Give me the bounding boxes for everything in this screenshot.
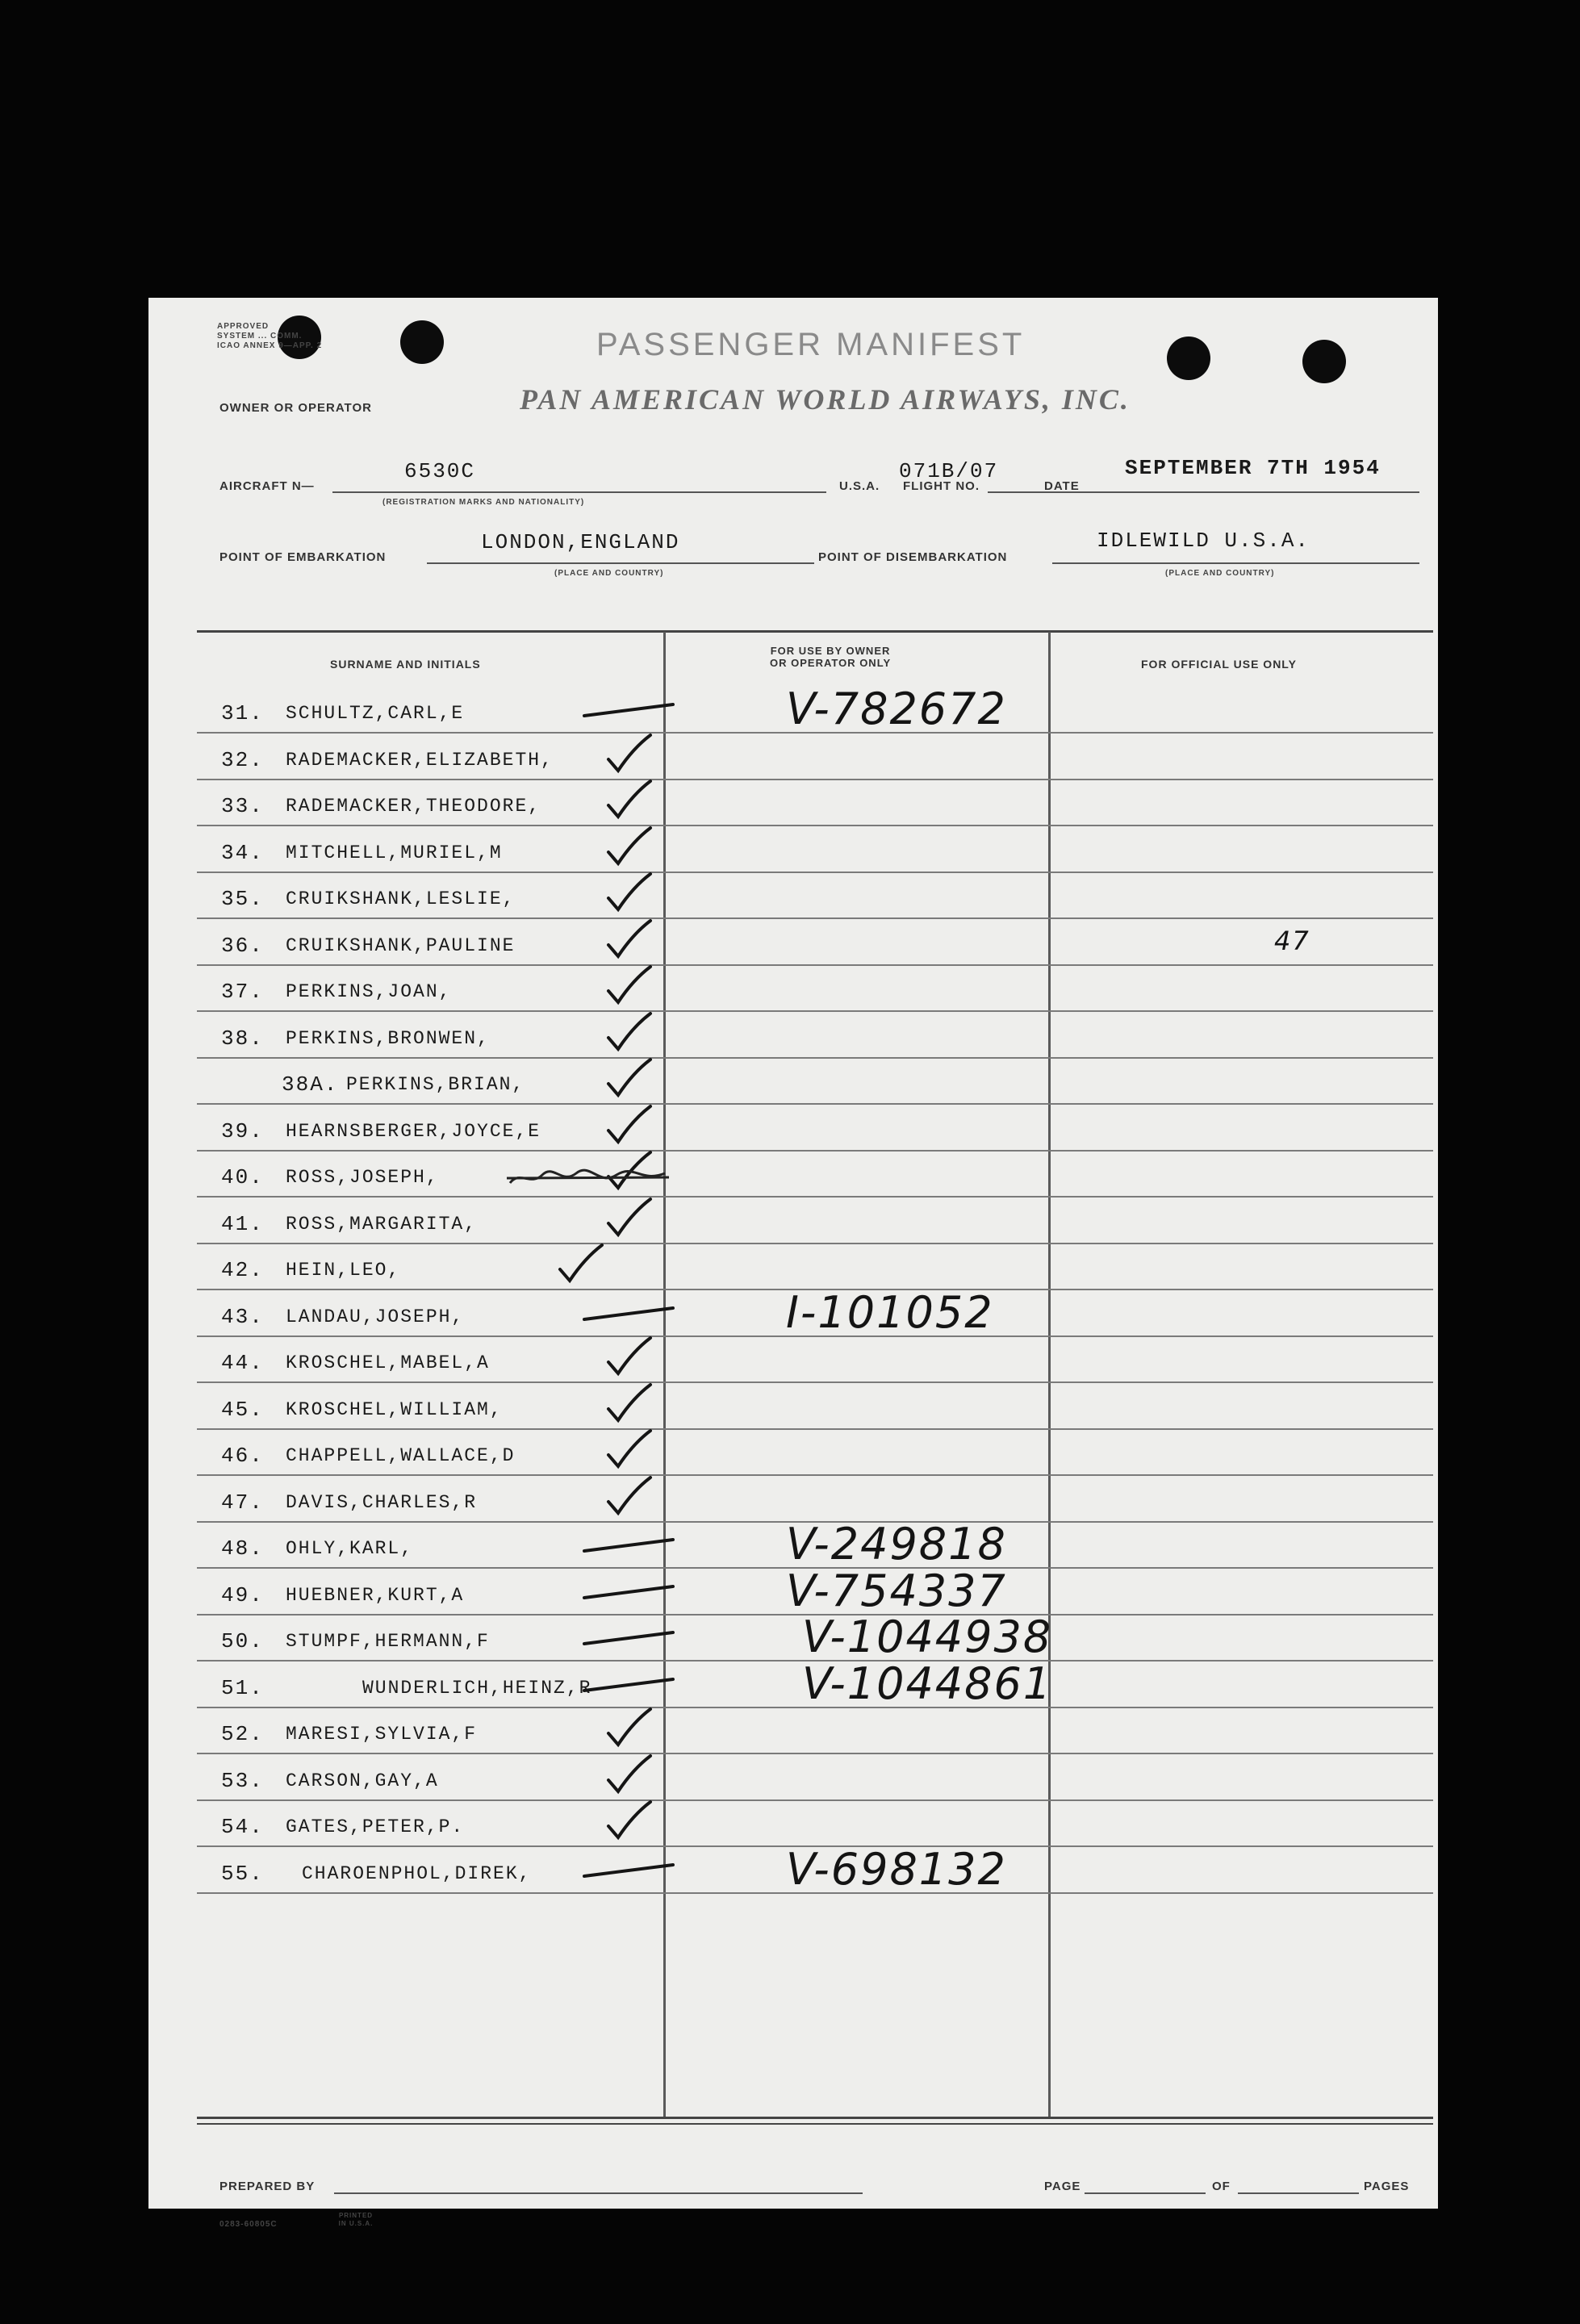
passenger-name: HEARNSBERGER,JOYCE,E [286,1120,541,1142]
approval-note-line: APPROVED [217,322,270,331]
of-label: OF [1212,2180,1231,2193]
printed-stamp: PRINTED IN U.S.A. [338,2212,374,2227]
passenger-name: MARESI,SYLVIA,F [286,1724,478,1745]
passenger-name: CHAPPELL,WALLACE,D [286,1445,516,1466]
date-label: DATE [1044,479,1080,493]
flight-value: 071B/07 [899,459,999,483]
flight-label: FLIGHT NO. [903,479,980,493]
owner-label: OWNER OR OPERATOR [219,401,372,415]
passenger-name: HEIN,LEO, [286,1260,401,1281]
row-rule [197,1057,1433,1059]
approval-note-line: SYSTEM ... COMM. [217,332,303,341]
table-top-rule [197,630,1433,633]
col-header-official: FOR OFFICIAL USE ONLY [1141,658,1297,671]
approval-note [217,322,322,351]
row-rule [197,825,1433,826]
passenger-number: 33. [221,794,264,818]
col-header-operator-line: FOR USE BY OWNER [770,645,891,657]
passenger-name: ROSS,MARGARITA, [286,1213,478,1235]
check-mark [576,778,681,826]
passenger-name: KROSCHEL,WILLIAM, [286,1398,503,1420]
disembark-underline [1052,562,1419,564]
passenger-number: 38. [221,1026,264,1051]
passenger-name: ROSS,JOSEPH, [286,1167,439,1188]
passenger-name: LANDAU,JOSEPH, [286,1306,465,1327]
passenger-number: 46. [221,1444,264,1468]
row-rule [197,779,1433,780]
check-mark [576,1474,681,1523]
row-rule [197,1196,1433,1198]
dash-mark [576,1660,681,1708]
dash-mark [576,1845,681,1894]
row-rule [197,1474,1433,1476]
passenger-number: 44. [221,1351,264,1375]
passenger-name: PERKINS,BRONWEN, [286,1027,490,1049]
check-mark [528,1242,633,1290]
aircraft-label: AIRCRAFT N— [219,479,315,493]
passenger-name: WUNDERLICH,HEINZ,R [362,1677,592,1699]
passenger-name: RADEMACKER,ELIZABETH, [286,749,554,771]
embark-underline [427,562,814,564]
passenger-name: SCHULTZ,CARL,E [286,703,465,724]
approval-note-line: ICAO ANNEX 9—APP. 2 [217,341,323,350]
check-mark [576,1010,681,1059]
owner-value: PAN AMERICAN WORLD AIRWAYS, INC. [520,383,1131,416]
passenger-number: 41. [221,1211,264,1236]
embark-sub: (PLACE AND COUNTRY) [554,569,664,578]
passenger-name: PERKINS,BRIAN, [346,1074,525,1095]
check-mark [576,732,681,780]
passenger-number: 32. [221,747,264,772]
operator-note: V-782672 [786,683,1007,734]
aircraft-sub: (REGISTRATION MARKS AND NATIONALITY) [382,498,585,507]
passenger-number: 48. [221,1536,264,1561]
row-rule [197,1103,1433,1105]
passenger-name: OHLY,KARL, [286,1538,414,1559]
passenger-number: 38A. [282,1072,339,1097]
check-mark [576,1335,681,1383]
passenger-number: 45. [221,1397,264,1422]
dash-mark [576,1520,681,1569]
passenger-name: RADEMACKER,THEODORE, [286,796,541,817]
col-header-operator-line: OR OPERATOR ONLY [770,657,892,669]
dash-mark [576,1289,681,1337]
page-label: PAGE [1044,2180,1081,2193]
passenger-number: 42. [221,1258,264,1282]
passenger-number: 34. [221,840,264,865]
passenger-name: HUEBNER,KURT,A [286,1584,465,1606]
passenger-number: 51. [221,1675,264,1700]
disembark-value: IDLEWILD U.S.A. [1097,529,1310,553]
passenger-number: 55. [221,1861,264,1886]
passenger-name: PERKINS,JOAN, [286,981,452,1002]
operator-note: V-1044938 [802,1611,1053,1662]
manifest-sheet [148,298,1438,2229]
check-mark [576,1103,681,1152]
passenger-number: 52. [221,1722,264,1746]
passenger-name: GATES,PETER,P. [286,1816,465,1837]
row-rule [197,872,1433,873]
handwritten-correction [504,1164,673,1191]
check-mark [576,1196,681,1244]
passenger-name: CHAROENPHOL,DIREK, [302,1862,532,1884]
passenger-name: CRUIKSHANK,LESLIE, [286,888,516,909]
check-mark [576,963,681,1012]
check-mark [576,1753,681,1801]
passenger-number: 53. [221,1768,264,1793]
operator-note: V-249818 [786,1519,1007,1570]
row-rule [197,1381,1433,1383]
check-mark [576,825,681,873]
passenger-name: KROSCHEL,MABEL,A [286,1352,490,1373]
prepared-underline [334,2192,863,2194]
pages-label: PAGES [1364,2180,1410,2193]
passenger-number: 40. [221,1165,264,1189]
passenger-number: 37. [221,980,264,1004]
operator-note: V-754337 [786,1565,1007,1616]
aircraft-value: 6530C [404,459,476,483]
table-bottom-rule [197,2123,1433,2125]
crossed-out-scribble [504,1164,673,1191]
col-header-operator [770,645,891,669]
check-mark [576,917,681,966]
check-mark [576,1706,681,1754]
row-rule [197,1428,1433,1430]
passenger-name: STUMPF,HERMANN,F [286,1631,490,1652]
passenger-number: 50. [221,1629,264,1653]
form-code: 0283-60805C [219,2220,278,2229]
passenger-number: 39. [221,1118,264,1143]
check-mark [576,1799,681,1847]
row-rule [197,964,1433,966]
dash-mark [576,685,681,734]
usa-label: U.S.A. [839,479,880,493]
row-rule [197,1753,1433,1754]
date-underline [1093,491,1419,493]
punch-hole [1167,336,1210,380]
check-mark [576,1056,681,1105]
of-underline [1238,2192,1359,2194]
disembark-label: POINT OF DISEMBARKATION [818,550,1008,564]
passenger-number: 54. [221,1815,264,1839]
dash-mark [576,1613,681,1661]
prepared-label: PREPARED BY [219,2180,316,2193]
operator-note: V-698132 [786,1843,1007,1895]
operator-note: V-1044861 [802,1657,1053,1709]
official-note: 47 [1274,925,1310,956]
row-rule [197,917,1433,919]
row-rule [197,1243,1433,1244]
passenger-number: 35. [221,887,264,911]
column-divider [1048,632,1051,2117]
punch-hole [400,320,444,364]
check-mark [576,1427,681,1476]
table-bottom-rule [197,2117,1433,2119]
aircraft-underline [332,491,826,493]
page-underline [1085,2192,1206,2194]
passenger-name: CARSON,GAY,A [286,1770,439,1791]
check-mark [576,1381,681,1430]
passenger-number: 49. [221,1582,264,1607]
embark-value: LONDON,ENGLAND [481,530,680,554]
passenger-name: MITCHELL,MURIEL,M [286,842,503,863]
passenger-number: 36. [221,933,264,958]
passenger-number: 47. [221,1490,264,1515]
col-header-name: SURNAME AND INITIALS [330,658,481,671]
passenger-number: 31. [221,701,264,725]
passenger-name: CRUIKSHANK,PAULINE [286,934,516,956]
dash-mark [576,1567,681,1616]
date-value: SEPTEMBER 7TH 1954 [1125,456,1381,480]
passenger-number: 43. [221,1304,264,1329]
row-rule [197,1150,1433,1152]
row-rule [197,1010,1433,1012]
operator-note: I-101052 [786,1286,994,1338]
row-rule [197,1799,1433,1801]
passenger-name: DAVIS,CHARLES,R [286,1491,478,1513]
embark-label: POINT OF EMBARKATION [219,550,387,564]
check-mark [576,871,681,919]
disembark-sub: (PLACE AND COUNTRY) [1165,569,1275,578]
punch-hole [1302,340,1346,383]
form-title: PASSENGER MANIFEST [596,327,1026,362]
